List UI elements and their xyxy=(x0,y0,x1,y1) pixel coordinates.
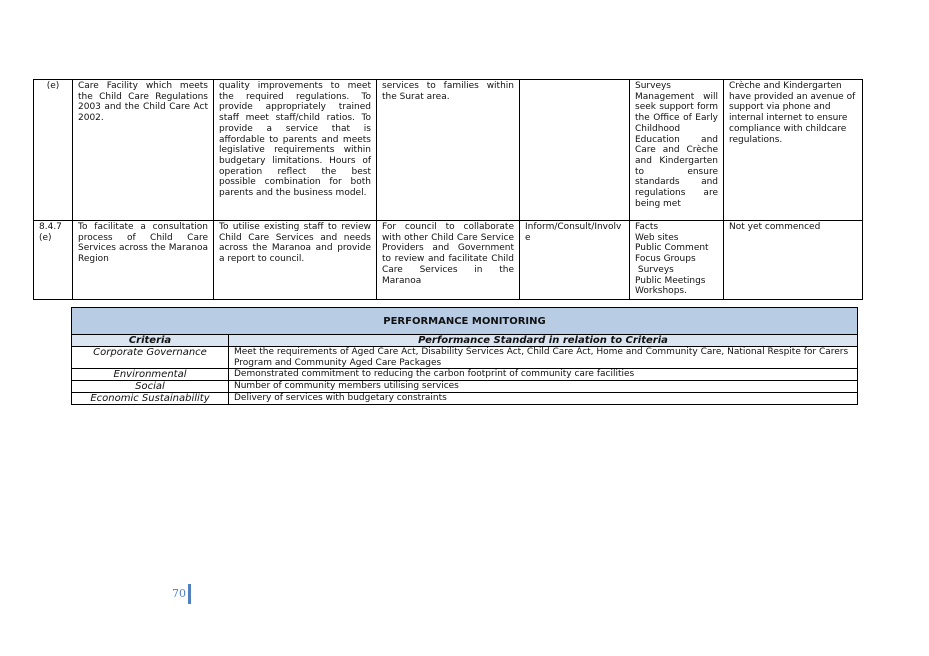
objective-cell: To facilitate a consultation process of Child Care Services across the Maranoa Region xyxy=(73,221,214,300)
perf-title-row xyxy=(72,308,858,335)
outcome-cell: For council to collaborate with other Child Care Service Providers and Government to review and facilitate Child Care Services in the Maranoa xyxy=(377,221,520,300)
methods-cell xyxy=(630,80,724,221)
standard-cell: Number of community members utilising services xyxy=(229,381,858,393)
perf-header-row xyxy=(72,335,858,347)
ref-cell: (e) xyxy=(34,80,73,221)
status-cell: Crèche and Kindergarten have provided an avenue of support via phone and internal internet to ensure compliance with childcare regulations. xyxy=(724,80,863,221)
table-row xyxy=(34,221,863,300)
page-number: 70 xyxy=(172,587,186,600)
outcome-cell: services to families within the Surat area. xyxy=(377,80,520,221)
standard-cell: Delivery of services with budgetary constraints xyxy=(229,393,858,405)
engagement-cell xyxy=(520,80,630,221)
table-row xyxy=(72,393,858,405)
table-row xyxy=(34,80,863,221)
method-item: Workshops. xyxy=(635,286,687,297)
perf-title: PERFORMANCE MONITORING xyxy=(72,308,858,335)
method-item: Surveys xyxy=(635,81,671,91)
action-cell: To utilise existing staff to review Child Care Services and needs across the Maranoa and provide a report to council. xyxy=(214,221,377,300)
methods-cell xyxy=(630,221,724,300)
ref-cell: 8.4.7 (e) xyxy=(34,221,73,300)
table-row xyxy=(72,347,858,369)
method-item: Focus Groups xyxy=(635,254,696,265)
method-item: Facts xyxy=(635,222,659,232)
standard-header: Performance Standard in relation to Criteria xyxy=(229,335,858,347)
method-item: Management will seek support form the Office of Early Childhood Education and Care and Crèche and Kindergarten to ensure standards and regulations are being met xyxy=(635,91,718,209)
table-row xyxy=(72,381,858,393)
criteria-cell: Corporate Governance xyxy=(72,347,229,369)
criteria-cell: Economic Sustainability xyxy=(72,393,229,405)
action-plan-table xyxy=(33,79,863,300)
status-cell: Not yet commenced xyxy=(724,221,863,300)
performance-monitoring-table xyxy=(71,307,858,405)
action-cell: quality improvements to meet the required regulations. To provide appropriately trained staff meet staff/child ratios. To provide a service that is affordable to parents and meets legislative requirements within budgetary limitations. Hours of operation reflect the best possible combination for both parents and the business model. xyxy=(214,80,377,221)
page-number-divider xyxy=(188,584,191,604)
criteria-cell: Environmental xyxy=(72,369,229,381)
criteria-header: Criteria xyxy=(72,335,229,347)
method-item: Public Comment xyxy=(635,243,709,254)
method-item: Surveys xyxy=(635,264,674,275)
standard-cell: Demonstrated commitment to reducing the carbon footprint of community care facilities xyxy=(229,369,858,381)
method-item: Web sites xyxy=(635,232,679,243)
criteria-cell: Social xyxy=(72,381,229,393)
method-item: Public Meetings xyxy=(635,275,706,286)
table-row xyxy=(72,369,858,381)
engagement-cell: Inform/Consult/Involve xyxy=(520,221,630,300)
objective-cell: Care Facility which meets the Child Care Regulations 2003 and the Child Care Act 2002. xyxy=(73,80,214,221)
standard-cell: Meet the requirements of Aged Care Act, Disability Services Act, Child Care Act, Home and Community Care, National Respite for Carers Program and Community Aged Care Packages xyxy=(229,347,858,369)
